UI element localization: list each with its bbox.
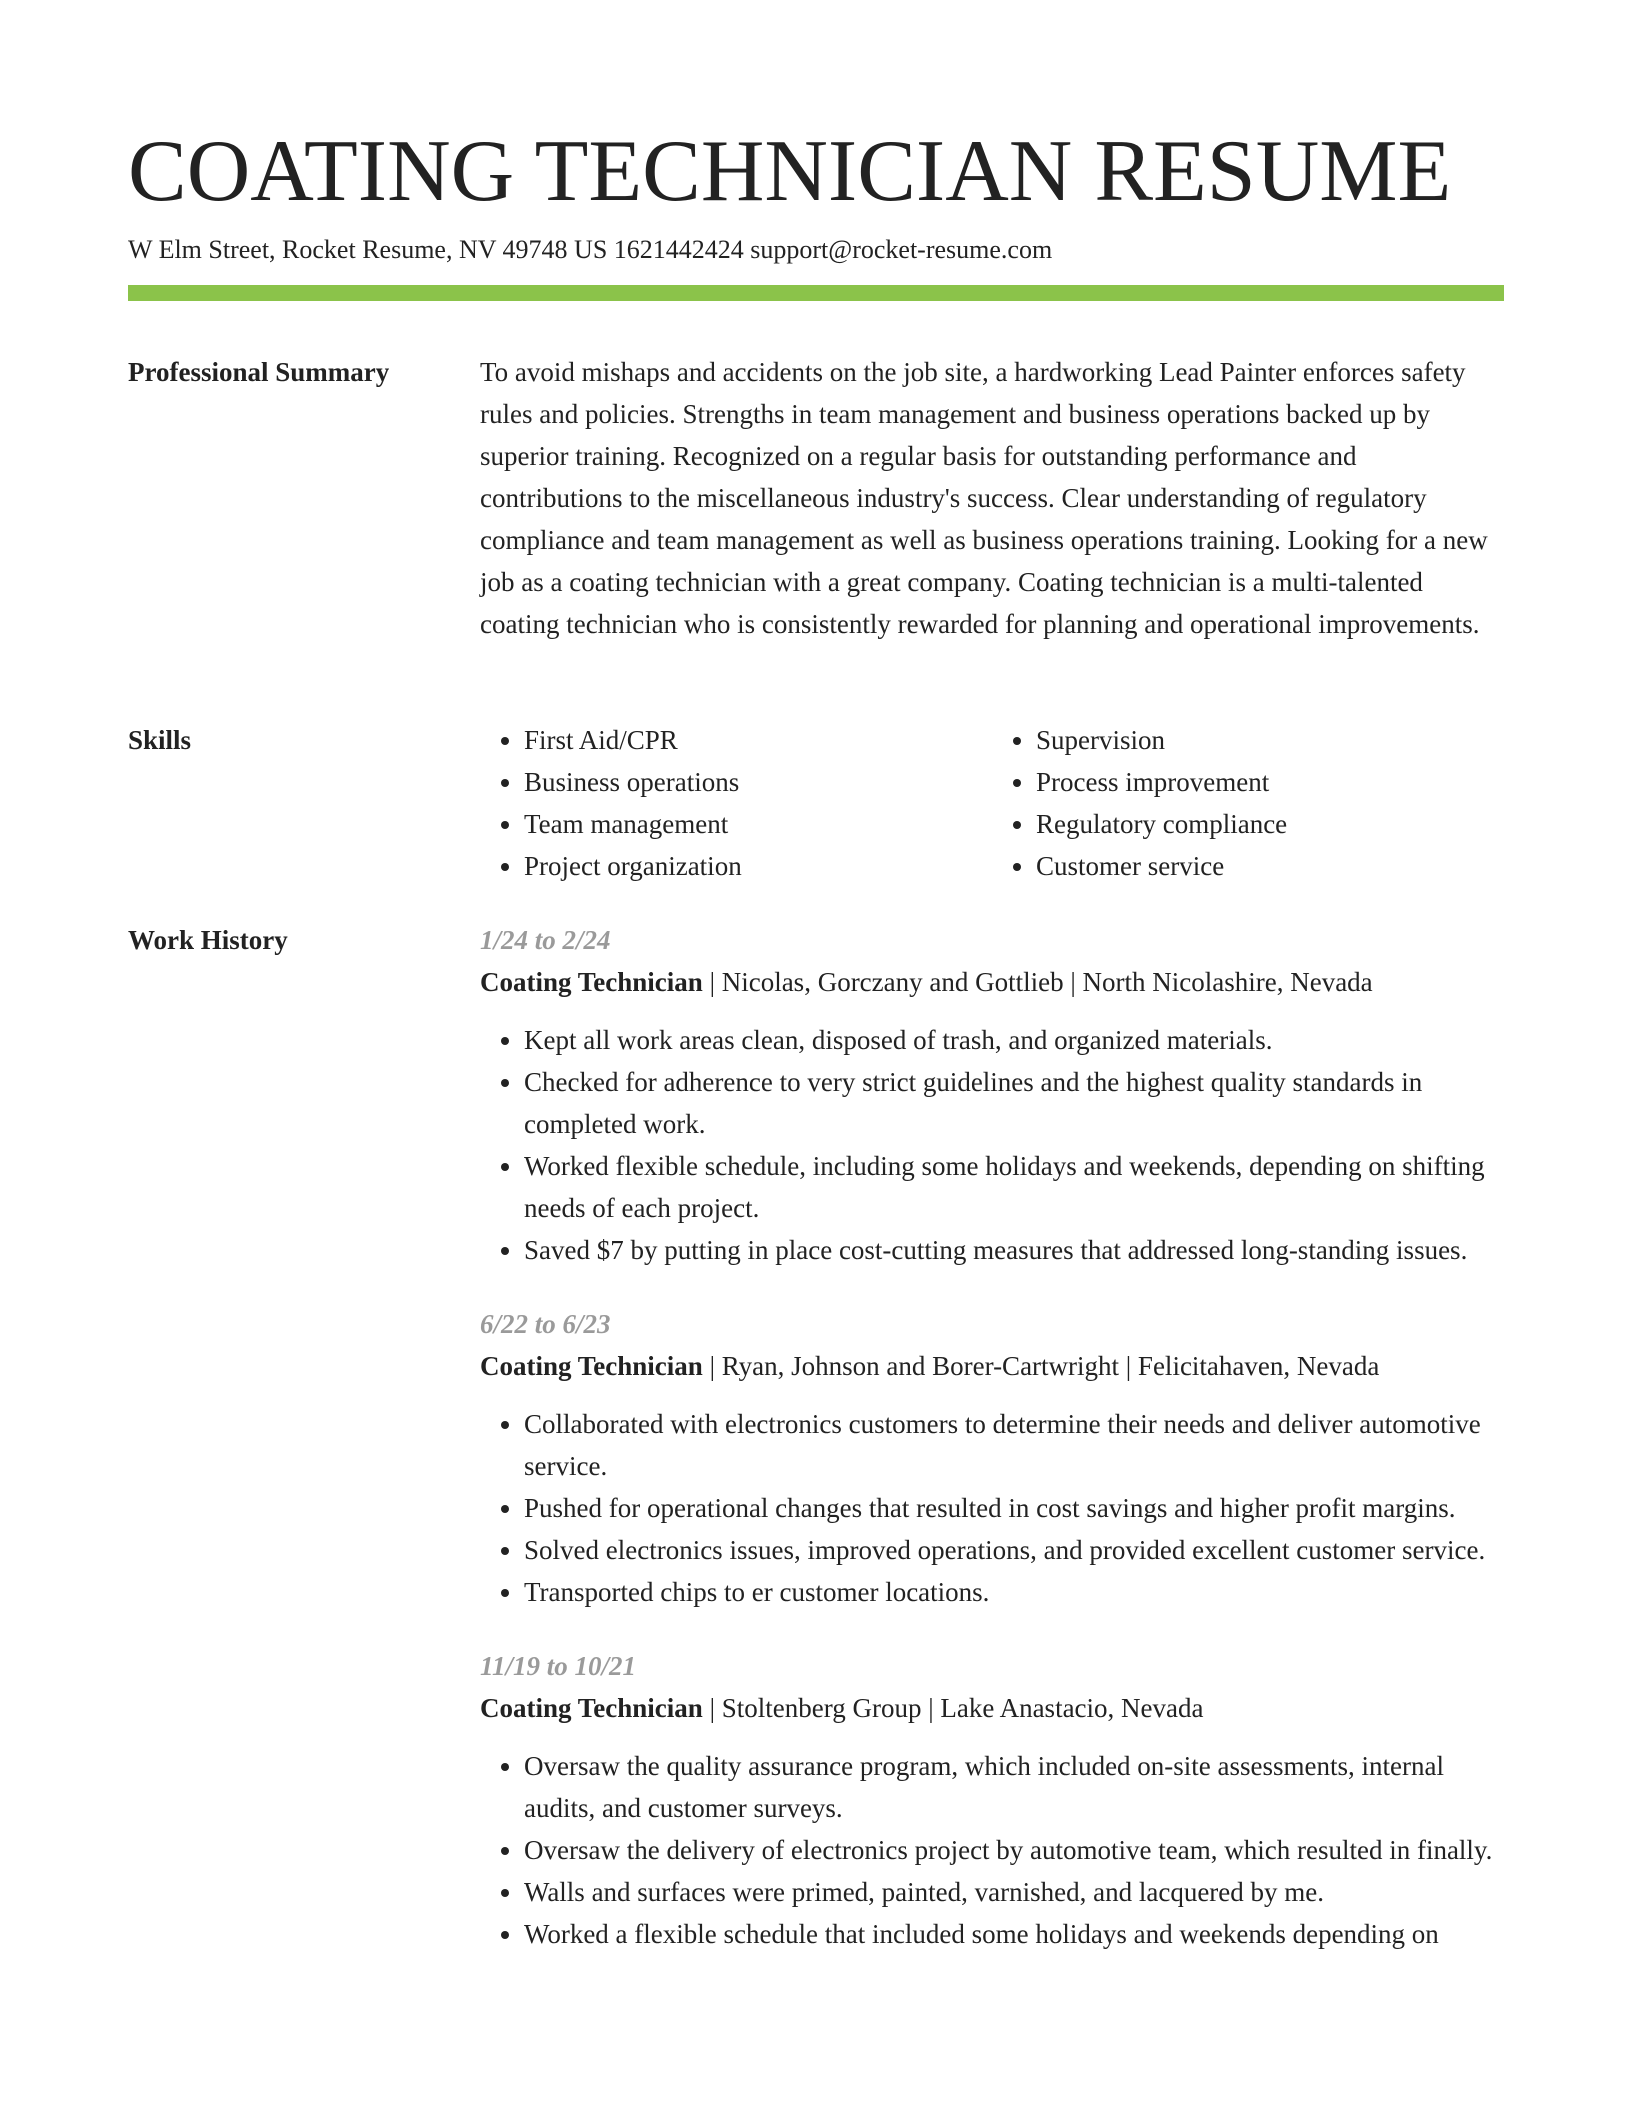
skill-item: • Team management xyxy=(524,803,992,845)
job-bullet: • Checked for adherence to very strict guidelines and the highest quality standards in completed work. xyxy=(524,1061,1504,1145)
skills-body xyxy=(480,719,1504,887)
job-bullet: • Transported chips to er customer locations. xyxy=(524,1571,1504,1613)
contact-line: W Elm Street, Rocket Resume, NV 49748 US 1621442424 support@rocket-resume.com xyxy=(128,235,1053,264)
job-bullet: • Walls and surfaces were primed, painted, varnished, and lacquered by me. xyxy=(524,1871,1504,1913)
job-bullet: • Solved electronics issues, improved operations, and provided excellent customer service. xyxy=(524,1529,1504,1571)
summary-text: To avoid mishaps and accidents on the job site, a hardworking Lead Painter enforces safety rules and policies. Strengths in team management and business operations backed up by superior training. Recognized on a regular basis for outstanding performance and contributions to the miscellaneous industry's success. Clear understanding of regulatory compliance and team management as well as business operations training. Looking for a new job as a coating technician with a great company. Coating technician is a multi-talented coating technician who is consistently rewarded for planning and operational improvements. xyxy=(480,357,1488,639)
job-entry xyxy=(480,1645,1504,1955)
skill-item: • Project organization xyxy=(524,845,992,887)
job-employer-location: | Stoltenberg Group | Lake Anastacio, Nevada xyxy=(702,1693,1204,1723)
summary-heading: Professional Summary xyxy=(128,357,390,387)
skill-item: • Supervision xyxy=(1036,719,1504,761)
job-employer-location: | Nicolas, Gorczany and Gottlieb | North Nicolashire, Nevada xyxy=(702,967,1373,997)
job-bullets xyxy=(480,1019,1504,1271)
job-entry xyxy=(480,1303,1504,1613)
job-entry xyxy=(480,919,1504,1271)
job-bullet: • Oversaw the delivery of electronics project by automotive team, which resulted in finally. xyxy=(524,1829,1504,1871)
skills-list-left xyxy=(480,719,992,887)
job-heading xyxy=(480,1687,1504,1729)
job-bullet: • Saved $7 by putting in place cost-cutting measures that addressed long-standing issues. xyxy=(524,1229,1504,1271)
job-title: Coating Technician xyxy=(480,967,703,997)
work-history-heading: Work History xyxy=(128,925,288,955)
job-heading xyxy=(480,961,1504,1003)
job-dates: 11/19 to 10/21 xyxy=(480,1651,637,1681)
job-bullet: • Collaborated with electronics customers to determine their needs and deliver automotive service. xyxy=(524,1403,1504,1487)
summary-body xyxy=(480,351,1504,645)
job-title: Coating Technician xyxy=(480,1693,703,1723)
job-dates: 1/24 to 2/24 xyxy=(480,925,611,955)
job-bullets xyxy=(480,1403,1504,1613)
job-employer-location: | Ryan, Johnson and Borer-Cartwright | Felicitahaven, Nevada xyxy=(702,1351,1380,1381)
skill-item: • Regulatory compliance xyxy=(1036,803,1504,845)
skills-list-right xyxy=(992,719,1504,887)
skills-columns xyxy=(480,719,1504,887)
job-bullets xyxy=(480,1745,1504,1955)
skill-item: • Customer service xyxy=(1036,845,1504,887)
job-bullet: • Worked flexible schedule, including some holidays and weekends, depending on shifting needs of each project. xyxy=(524,1145,1504,1229)
header-divider xyxy=(128,285,1504,301)
skill-item: • First Aid/CPR xyxy=(524,719,992,761)
job-bullet: • Worked a flexible schedule that included some holidays and weekends depending on xyxy=(524,1913,1504,1955)
job-bullet: • Pushed for operational changes that resulted in cost savings and higher profit margins. xyxy=(524,1487,1504,1529)
skill-item: • Business operations xyxy=(524,761,992,803)
job-dates: 6/22 to 6/23 xyxy=(480,1309,611,1339)
skills-heading: Skills xyxy=(128,725,192,755)
work-history-body xyxy=(480,919,1504,1955)
job-bullet: • Kept all work areas clean, disposed of trash, and organized materials. xyxy=(524,1019,1504,1061)
job-title: Coating Technician xyxy=(480,1351,703,1381)
job-bullet: • Oversaw the quality assurance program, which included on-site assessments, internal audits, and customer surveys. xyxy=(524,1745,1504,1829)
job-heading xyxy=(480,1345,1504,1387)
resume-title: COATING TECHNICIAN RESUME xyxy=(128,123,1452,220)
skill-item: • Process improvement xyxy=(1036,761,1504,803)
